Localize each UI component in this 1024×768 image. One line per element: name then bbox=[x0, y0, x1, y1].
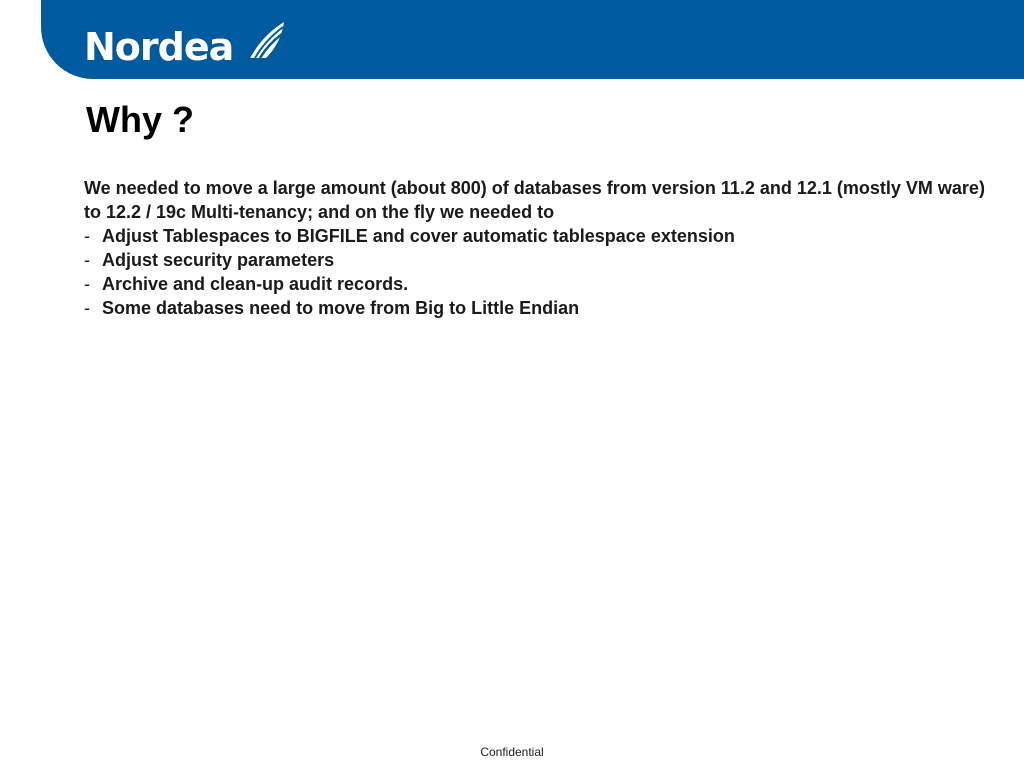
bullet-marker: - bbox=[84, 250, 90, 270]
sail-icon bbox=[244, 18, 288, 62]
bullet-marker: - bbox=[84, 298, 90, 318]
intro-paragraph: We needed to move a large amount (about 800) of databases from version 11.2 and 12.1 (mostly VM ware) to 12.2 / 19c Multi-tenancy; and on the fly we needed to bbox=[84, 178, 985, 222]
list-item bbox=[84, 296, 1004, 320]
nordea-logo bbox=[84, 18, 233, 68]
bullet-text: Some databases need to move from Big to Little Endian bbox=[102, 298, 580, 318]
bullet-marker: - bbox=[84, 274, 90, 294]
bullet-list bbox=[84, 224, 1004, 320]
brand-name: Nordea bbox=[84, 25, 234, 69]
list-item bbox=[84, 224, 1004, 248]
bullet-text: Archive and clean-up audit records. bbox=[102, 274, 409, 294]
confidential-footer: Confidential bbox=[480, 745, 544, 759]
bullet-text: Adjust Tablespaces to BIGFILE and cover automatic tablespace extension bbox=[102, 226, 735, 246]
list-item bbox=[84, 272, 1004, 296]
list-item bbox=[84, 248, 1004, 272]
bullet-text: Adjust security parameters bbox=[102, 250, 335, 270]
slide-title: Why ? bbox=[86, 99, 194, 140]
bullet-marker: - bbox=[84, 226, 90, 246]
slide-body bbox=[84, 176, 1004, 320]
